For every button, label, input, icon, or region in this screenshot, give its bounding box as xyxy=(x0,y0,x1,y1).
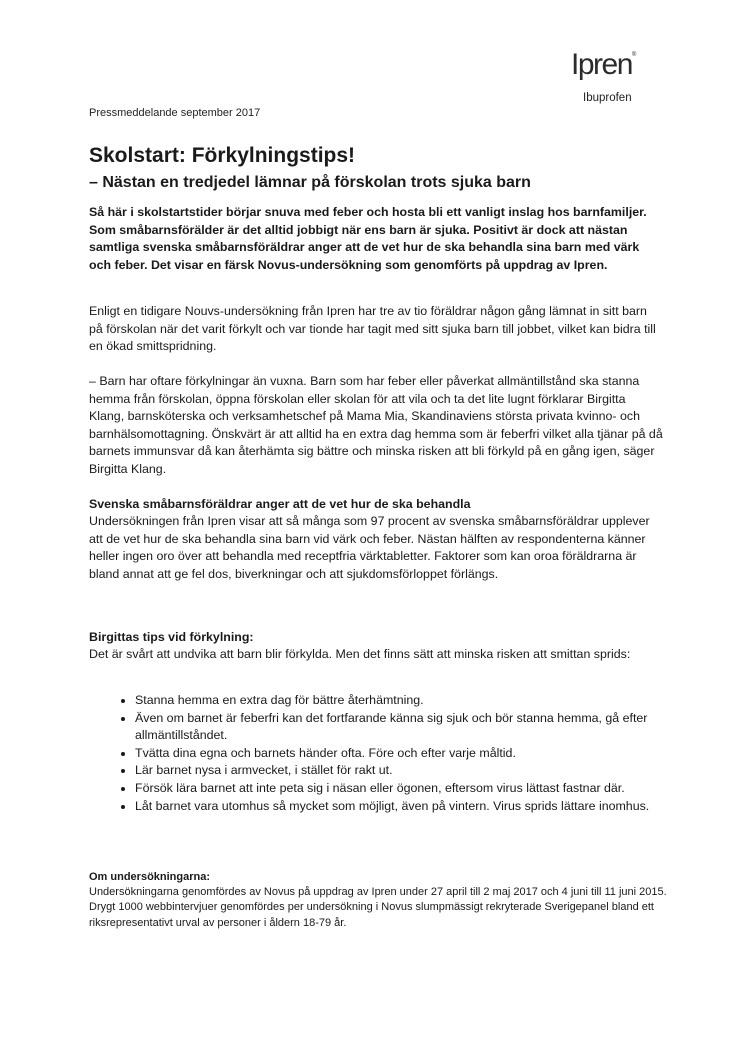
product-name: Ibuprofen xyxy=(583,92,632,104)
about-body: Undersökningarna genomfördes av Novus på uppdrag av Ipren under 27 april till 2 maj 2017 och 4 juni till 11 juni 2015. Drygt 1000 webbintervjuer genomfördes per undersökning i Novus slumpmässigt rekryterade Sverigepanel bland ett riksrepresentativt urval av personer i åldern 18-79 år. xyxy=(89,886,667,929)
lead-paragraph: Så här i skolstartstider börjar snuva med feber och hosta bli ett vanligt inslag hos barnfamiljer. Som småbarnsförälder är det alltid jobbigt när ens barn är sjuka. Positivt är dock att nästan samtliga svenska småbarnsföräldrar anger att de vet hur de ska behandla sina barn med värk och feber. Det visar en färsk Novus-undersökning som genomförts på uppdrag av Ipren. xyxy=(89,205,647,272)
section-intro-tips: Det är svårt att undvika att barn blir förkylda. Men det finns sätt att minska risken att smittan sprids: xyxy=(89,647,631,661)
body-paragraph-2: – Barn har oftare förkylningar än vuxna. Barn som har feber eller påverkat allmäntillstånd ska stanna hemma från förskolan, öppna förskolan eller skolan för att vila och ta det lite lugnt förklarar Birgitta Klang, barnsköterska och verksamhetschef på Mama Mia, Skandinaviens största privata kvinno- och barnhälsomottagning. Önskvärt är att alltid ha en extra dag hemma som är feberfri vilket alla tjänar på då barnets immunsvar då kan återhämta sig bättre och minska risken att bli förkyld på en gång igen, säger Birgitta Klang. xyxy=(89,374,663,476)
about-heading: Om undersökningarna: xyxy=(89,871,211,883)
brand-logo-text: Ipren xyxy=(571,48,632,81)
list-item: • Stanna hemma en extra dag för bättre återhämtning. xyxy=(135,692,695,710)
section-heading-tips: Birgittas tips vid förkylning: xyxy=(89,630,254,644)
page-subtitle: – Nästan en tredjedel lämnar på förskolan trots sjuka barn xyxy=(89,174,531,191)
list-item: • Tvätta dina egna och barnets händer ofta. Före och efter varje måltid. xyxy=(135,745,695,763)
list-item: • Lär barnet nysa i armvecket, i stället för rakt ut. xyxy=(135,762,695,780)
body-paragraph-1: Enligt en tidigare Nouvs-undersökning från Ipren har tre av tio föräldrar någon gång lämnat in sitt barn på förskolan när det varit förkylt och var tionde har tagit med sitt sjuka barn till jobbet, vilket kan bidra till en ökad smittspridning. xyxy=(89,304,656,354)
list-item: • Låt barnet vara utomhus så mycket som möjligt, även på vintern. Virus sprids lättare inomhus. xyxy=(135,798,695,816)
page-title: Skolstart: Förkylningstips! xyxy=(89,144,356,167)
section-heading-survey: Svenska småbarnsföräldrar anger att de vet hur de ska behandla xyxy=(89,497,471,511)
list-item: • Även om barnet är feberfri kan det fortfarande känna sig sjuk och bör stanna hemma, gå efter allmäntillståndet. xyxy=(135,710,695,745)
section-body-survey: Undersökningen från Ipren visar att så många som 97 procent av svenska småbarnsföräldrar upplever att de vet hur de ska behandla sina barn vid värk och feber. Nästan hälften av respondenterna känner heller ingen oro över att behandla med receptfria värktabletter. Faktorer som kan oroa föräldrarna är bland annat att ge fel dos, biverkningar och att sjukdomsförloppet förlängs. xyxy=(89,514,650,581)
brand-logo xyxy=(571,50,636,80)
list-item: • Försök lära barnet att inte peta sig i näsan eller ögonen, eftersom virus lättast fastnar där. xyxy=(135,780,695,798)
registered-mark: ® xyxy=(631,52,637,58)
tips-list xyxy=(89,692,695,815)
dateline: Pressmeddelande september 2017 xyxy=(89,107,261,119)
